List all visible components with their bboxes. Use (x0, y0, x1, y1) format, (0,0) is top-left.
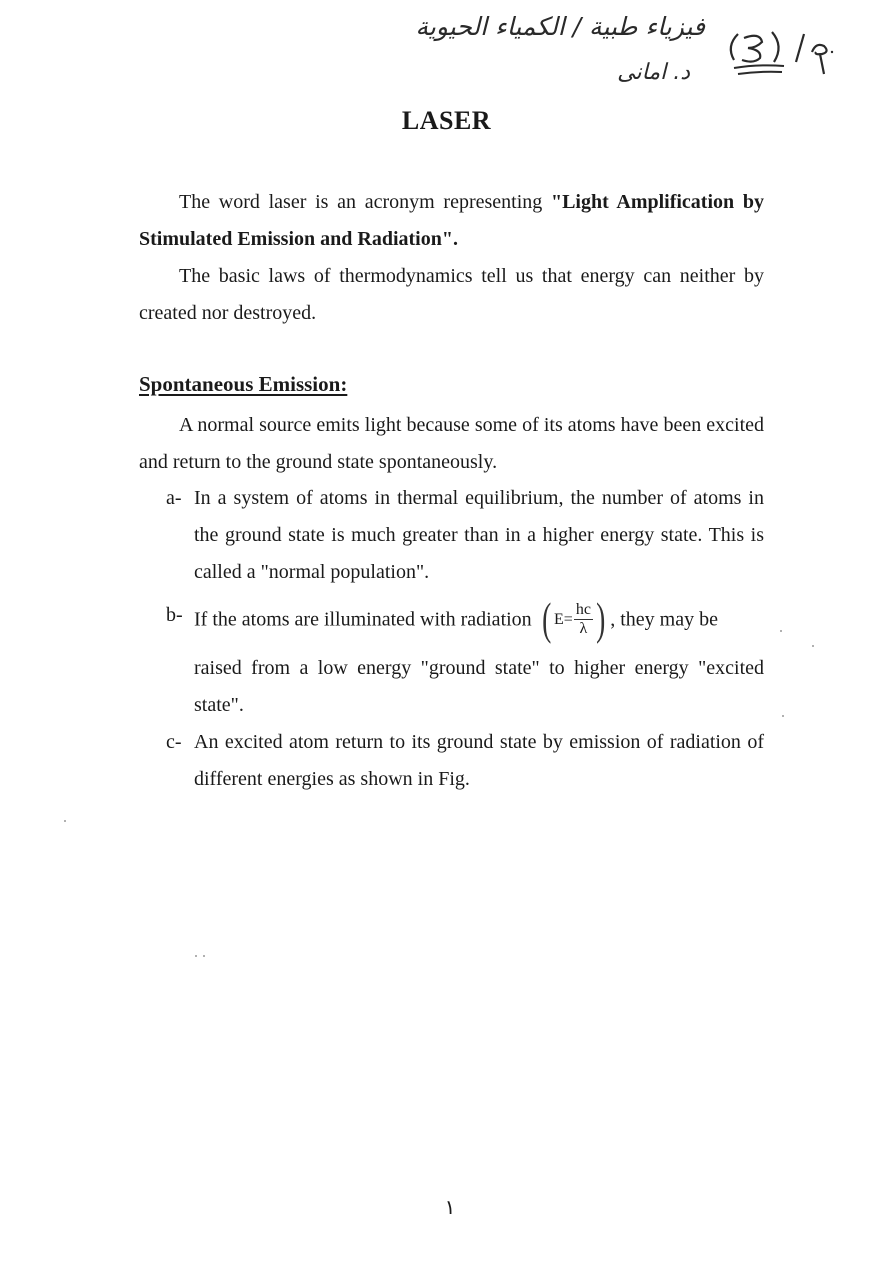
list-item-text: If the atoms are illuminated with radiation (194, 608, 532, 631)
list-item-marker: b- (166, 604, 183, 626)
formula-denominator: λ (579, 619, 588, 637)
paragraph-acronym (139, 184, 764, 258)
list-item-formula-line (194, 593, 764, 645)
formula-open-paren: ( (541, 593, 551, 644)
handwritten-instructor-name: د. امانى (617, 60, 690, 85)
formula-numerator: hc (575, 600, 591, 618)
paragraph-acronym-text: The word laser is an acronym representing (179, 191, 551, 213)
acronym-expansion: "Light Amplification by Stimulated Emission and Radiation". (139, 191, 764, 250)
handwritten-course-title: فيزياء طبية / الكمياء الحيوية (415, 12, 705, 41)
scan-speck (203, 955, 205, 957)
list-item-text-after: , they may be (610, 608, 718, 631)
scan-speck (780, 630, 782, 632)
page-number: ١ (444, 1195, 456, 1219)
section-heading: Spontaneous Emission: (139, 372, 348, 396)
formula-lhs: E= (554, 610, 573, 628)
formula-fraction (574, 601, 593, 638)
paragraph-thermodynamics (139, 258, 764, 332)
list-item-text: In a system of atoms in thermal equilibrium, the number of atoms in the ground state is much greater than in a higher energy state. This is called a "normal population". (194, 487, 764, 583)
paragraph-normal-source-text: A normal source emits light because some of its atoms have been excited and return to the ground state spontaneously. (139, 414, 764, 473)
scan-speck (195, 955, 197, 957)
list-item-marker: c- (166, 731, 182, 753)
list-item-continuation: raised from a low energy "ground state" to higher energy "excited state". (194, 657, 764, 716)
page-title: LASER (401, 106, 492, 135)
energy-formula (539, 595, 609, 643)
handwritten-page-mark (724, 22, 839, 82)
formula-close-paren: ) (595, 593, 606, 644)
scan-speck (812, 645, 814, 647)
paragraph-thermodynamics-text: The basic laws of thermodynamics tell us that energy can neither by created nor destroyed. (139, 265, 764, 324)
paragraph-normal-source (139, 407, 764, 481)
list-item-marker: a- (166, 487, 182, 509)
scan-speck (64, 820, 66, 822)
list-item-text: An excited atom return to its ground state by emission of radiation of different energies as shown in Fig. (194, 731, 764, 790)
scan-speck (782, 715, 784, 717)
